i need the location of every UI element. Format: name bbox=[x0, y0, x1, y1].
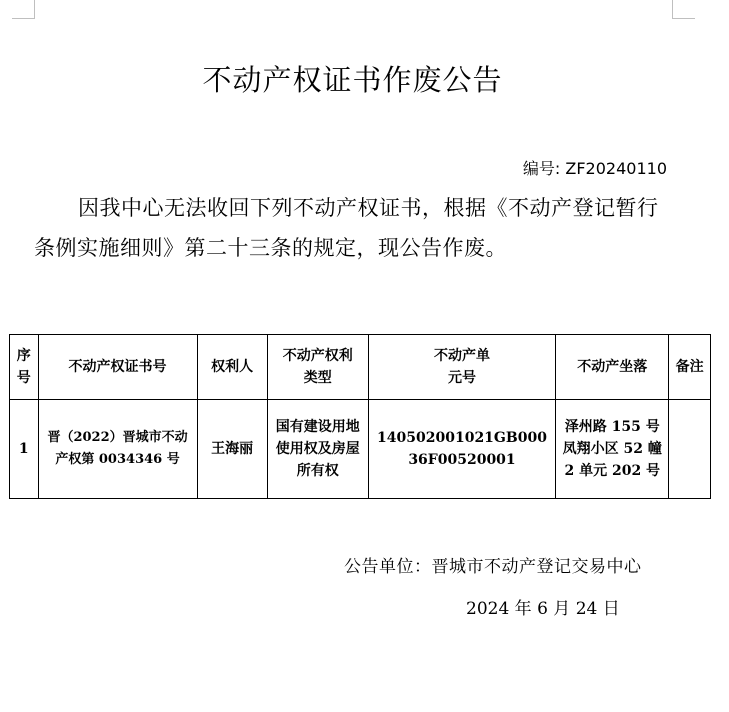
notice-paragraph: 因我中心无法收回下列不动产权证书，根据《不动产登记暂行条例实施细则》第二十三条的规定，现公告作废。 bbox=[34, 196, 659, 260]
crop-mark-top-left bbox=[12, 0, 35, 19]
document-number-value: ZF20240110 bbox=[565, 159, 667, 178]
header-remark: 备注 bbox=[669, 335, 711, 400]
cell-location: 泽州路 155 号凤翔小区 52 幢 2 单元 202 号 bbox=[556, 400, 669, 499]
cell-owner: 王海丽 bbox=[197, 400, 267, 499]
crop-mark-top-right bbox=[672, 0, 695, 19]
table-row bbox=[10, 400, 711, 499]
document-number-label: 编号: bbox=[522, 159, 561, 178]
header-unit-no: 不动产单元号 bbox=[368, 335, 556, 400]
header-owner: 权利人 bbox=[197, 335, 267, 400]
issue-date: 2024 年 6 月 24 日 bbox=[466, 599, 620, 619]
cell-cert-no: 晋（2022）晋城市不动产权第 0034346 号 bbox=[38, 400, 197, 499]
header-cert-no: 不动产权证书号 bbox=[38, 335, 197, 400]
cell-remark bbox=[669, 400, 711, 499]
cell-unit-no: 140502001021GB00036F00520001 bbox=[368, 400, 556, 499]
cell-right-type: 国有建设用地使用权及房屋所有权 bbox=[267, 400, 368, 499]
page-title: 不动产权证书作废公告 bbox=[202, 63, 503, 97]
header-location: 不动产坐落 bbox=[556, 335, 669, 400]
cell-seq: 1 bbox=[10, 400, 39, 499]
issuer: 公告单位：晋城市不动产登记交易中心 bbox=[344, 557, 642, 577]
table-header-row bbox=[10, 335, 711, 400]
certificate-table bbox=[9, 334, 711, 499]
header-right-type: 不动产权利类型 bbox=[267, 335, 368, 400]
document-number bbox=[523, 156, 667, 179]
header-seq: 序号 bbox=[10, 335, 39, 400]
